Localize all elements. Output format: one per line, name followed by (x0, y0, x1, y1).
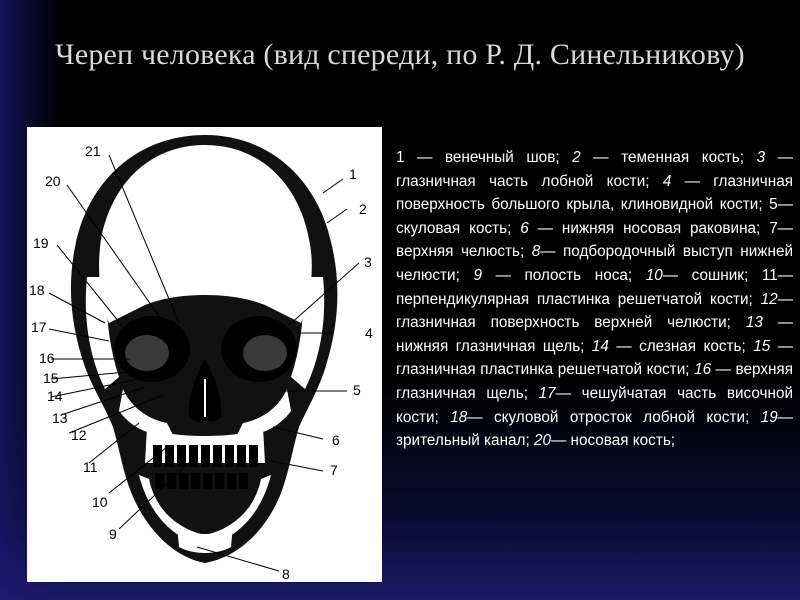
label-12: 12 (71, 427, 87, 443)
legend-part: — подбородочный выступ нижней челюсти; (396, 243, 793, 284)
label-5: 5 (353, 382, 361, 398)
legend-part: — глазничная поверхность верхней челюсти; (396, 290, 793, 332)
legend-number: 4 (662, 172, 672, 190)
legend-part: — глазничная поверхность большого крыла, клиновидной кости; 5— скуловая кость; (396, 172, 793, 237)
orbit-left-inner (125, 335, 169, 371)
legend-number: 8 (531, 243, 541, 261)
legend-number: 10 (645, 266, 663, 284)
label-11: 11 (83, 459, 98, 475)
label-21: 21 (85, 143, 101, 159)
legend-number: 20 (533, 432, 551, 450)
legend-part: — нижняя носовая раковина; 7— верхняя челюсть; (396, 219, 793, 261)
slide-title: Череп человека (вид спереди, по Р. Д. Синельникову) (55, 38, 745, 71)
orbit-right-inner (243, 335, 287, 371)
label-14: 14 (47, 388, 63, 404)
label-20: 20 (45, 173, 61, 189)
legend-part: — носовая кость; (550, 432, 676, 450)
skull-illustration (27, 127, 382, 582)
label-1: 1 (349, 166, 357, 182)
legend-number: 19 (760, 408, 778, 426)
label-7: 7 (330, 462, 338, 478)
legend-part: — нижняя глазничная щель; (396, 314, 794, 355)
label-17: 17 (31, 319, 47, 335)
label-10: 10 (92, 494, 108, 510)
label-13: 13 (52, 410, 68, 426)
label-19: 19 (33, 235, 49, 251)
legend-number: 12 (760, 290, 778, 308)
legend-part: — сошник; 11— перпендикулярная пластинка решетчатой кости; (396, 266, 793, 308)
legend-number: 18 (450, 408, 468, 426)
legend-part: — глазничная пластинка решетчатой кости; (396, 337, 793, 379)
legend-number: 13 (745, 314, 763, 332)
label-4: 4 (365, 325, 373, 341)
legend-part: — верхняя глазничная щель; (396, 361, 793, 402)
legend-number: 2 (572, 149, 581, 166)
legend-number: 17 (538, 384, 556, 402)
legend-part: 1 — венечный шов; (396, 149, 573, 166)
legend-part: — слезная кость; (608, 337, 754, 355)
label-9: 9 (109, 526, 117, 542)
legend-part: — скуловой отросток лобной кости; (467, 408, 761, 426)
legend-number: 9 (473, 266, 482, 284)
legend-part: — теменная кость; (580, 149, 757, 166)
legend-number: 15 (753, 337, 771, 355)
label-8: 8 (282, 566, 290, 582)
label-6: 6 (332, 432, 340, 448)
legend-number: 16 (694, 361, 712, 379)
skull-figure (27, 127, 382, 582)
legend-number: 3 (756, 149, 766, 166)
legend-part: — полость носа; (481, 266, 646, 284)
label-3: 3 (364, 254, 372, 270)
legend-text (396, 146, 793, 453)
legend-number: 14 (591, 337, 609, 355)
label-16: 16 (39, 350, 55, 366)
legend-number: 6 (520, 219, 529, 237)
legend-part: — чешуйчатая часть височной кости; (396, 384, 793, 426)
label-18: 18 (29, 282, 45, 298)
label-15: 15 (43, 370, 59, 386)
legend-part: — зрительный канал; (396, 408, 793, 450)
label-2: 2 (359, 201, 367, 217)
legend-part: — глазничная часть лобной кости; (396, 149, 793, 190)
